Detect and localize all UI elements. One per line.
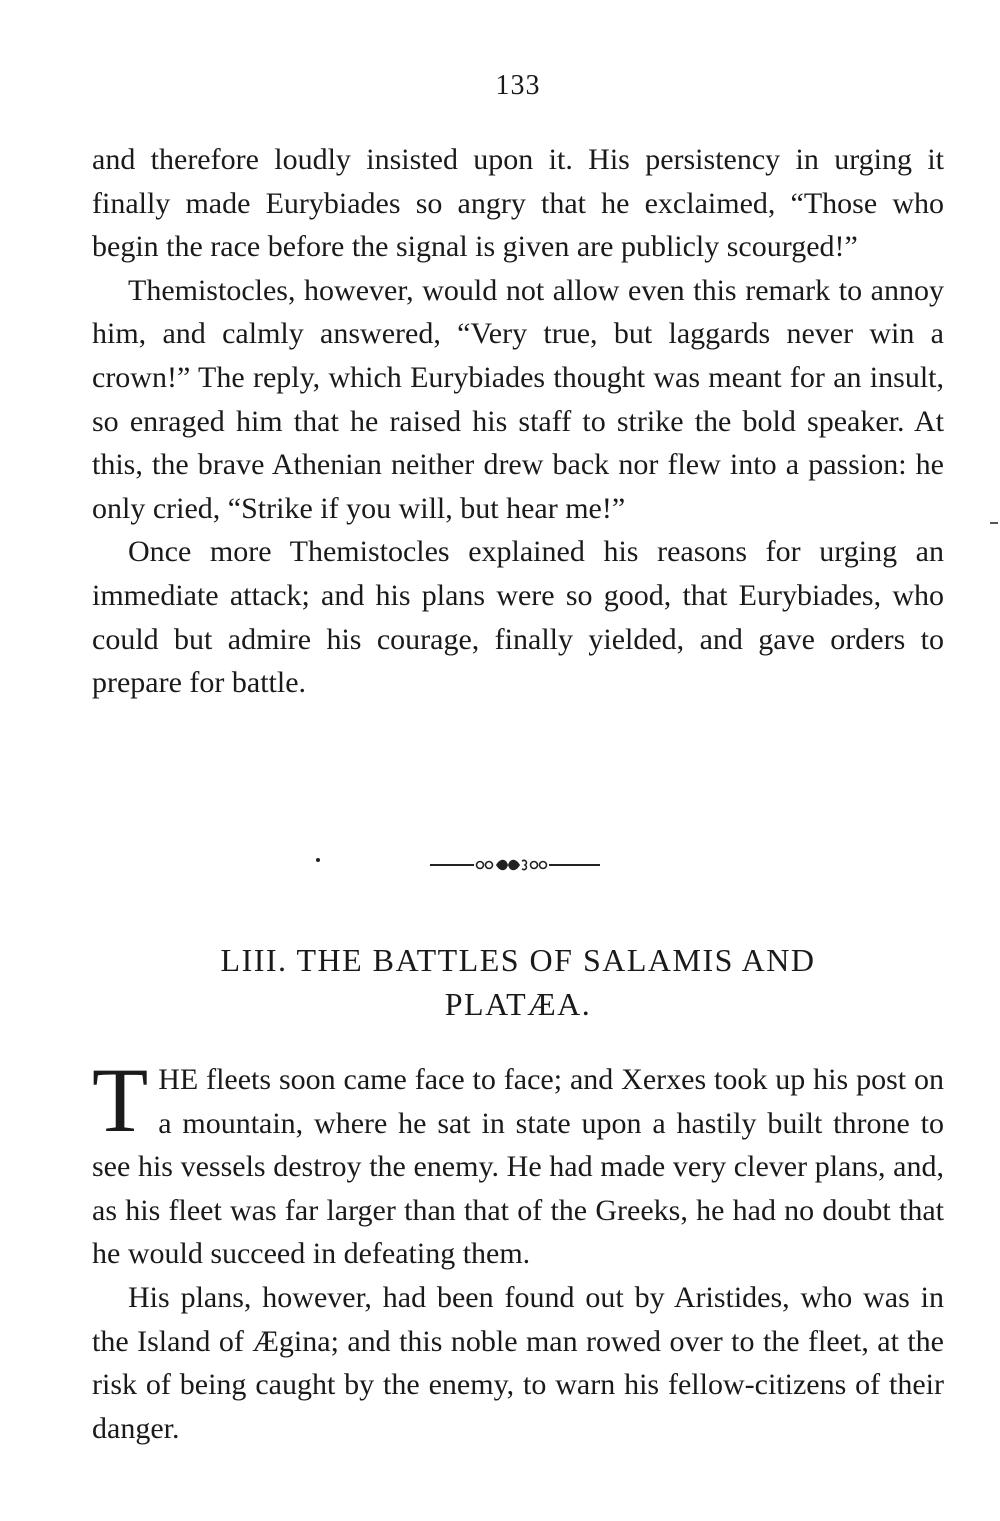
edge-mark: [990, 522, 998, 524]
chapter-title: [92, 938, 944, 1026]
drop-cap: T: [92, 1049, 149, 1151]
section-divider-ornament-icon: [430, 855, 600, 875]
chapter-title-line: PLATÆA.: [444, 986, 592, 1022]
text-block-chapter: [92, 1049, 944, 1450]
page-number: 133: [495, 70, 541, 101]
paragraph: and therefore loudly insisted upon it. His persistency in urging it finally made Eurybiades so angry that he exclaimed, “Those who begin the race before the signal is given are publicly scourged!”: [92, 143, 944, 264]
paragraph-text: HE fleets soon came face to face; and Xerxes took up his post on a mountain, where he sat in state upon a hastily built throne to see his vessels destroy the enemy. He had made very clever plans, and, as his fleet was far larger than that of the Greeks, he had no doubt that he would succeed in defeating them.: [92, 1063, 944, 1271]
paragraph-with-dropcap: [92, 1049, 944, 1276]
paragraph: Themistocles, however, would not allow even this remark to annoy him, and calmly answered, “Very true, but laggards never win a crown!” The reply, which Eurybiades thought was meant for an insult, so enraged him that he raised his staff to strike the bold speaker. At this, the brave Athenian neither drew back nor flew into a passion: he only cried, “Strike if you will, but hear me!”: [92, 273, 944, 525]
paragraph: His plans, however, had been found out by Aristides, who was in the Island of Ægina; and this noble man rowed over to the fleet, at the risk of being caught by the enemy, to warn his fellow-citizens of their danger.: [92, 1280, 944, 1445]
chapter-title-line: LIII. THE BATTLES OF SALAMIS AND: [220, 942, 816, 978]
print-speck: [316, 858, 320, 862]
paragraph: Once more Themistocles explained his reasons for urging an immediate attack; and his plans were so good, that Eurybiades, who could but admire his courage, finally yielded, and gave orders to prepare for battle.: [92, 535, 944, 700]
text-block-continuation: [92, 138, 944, 705]
